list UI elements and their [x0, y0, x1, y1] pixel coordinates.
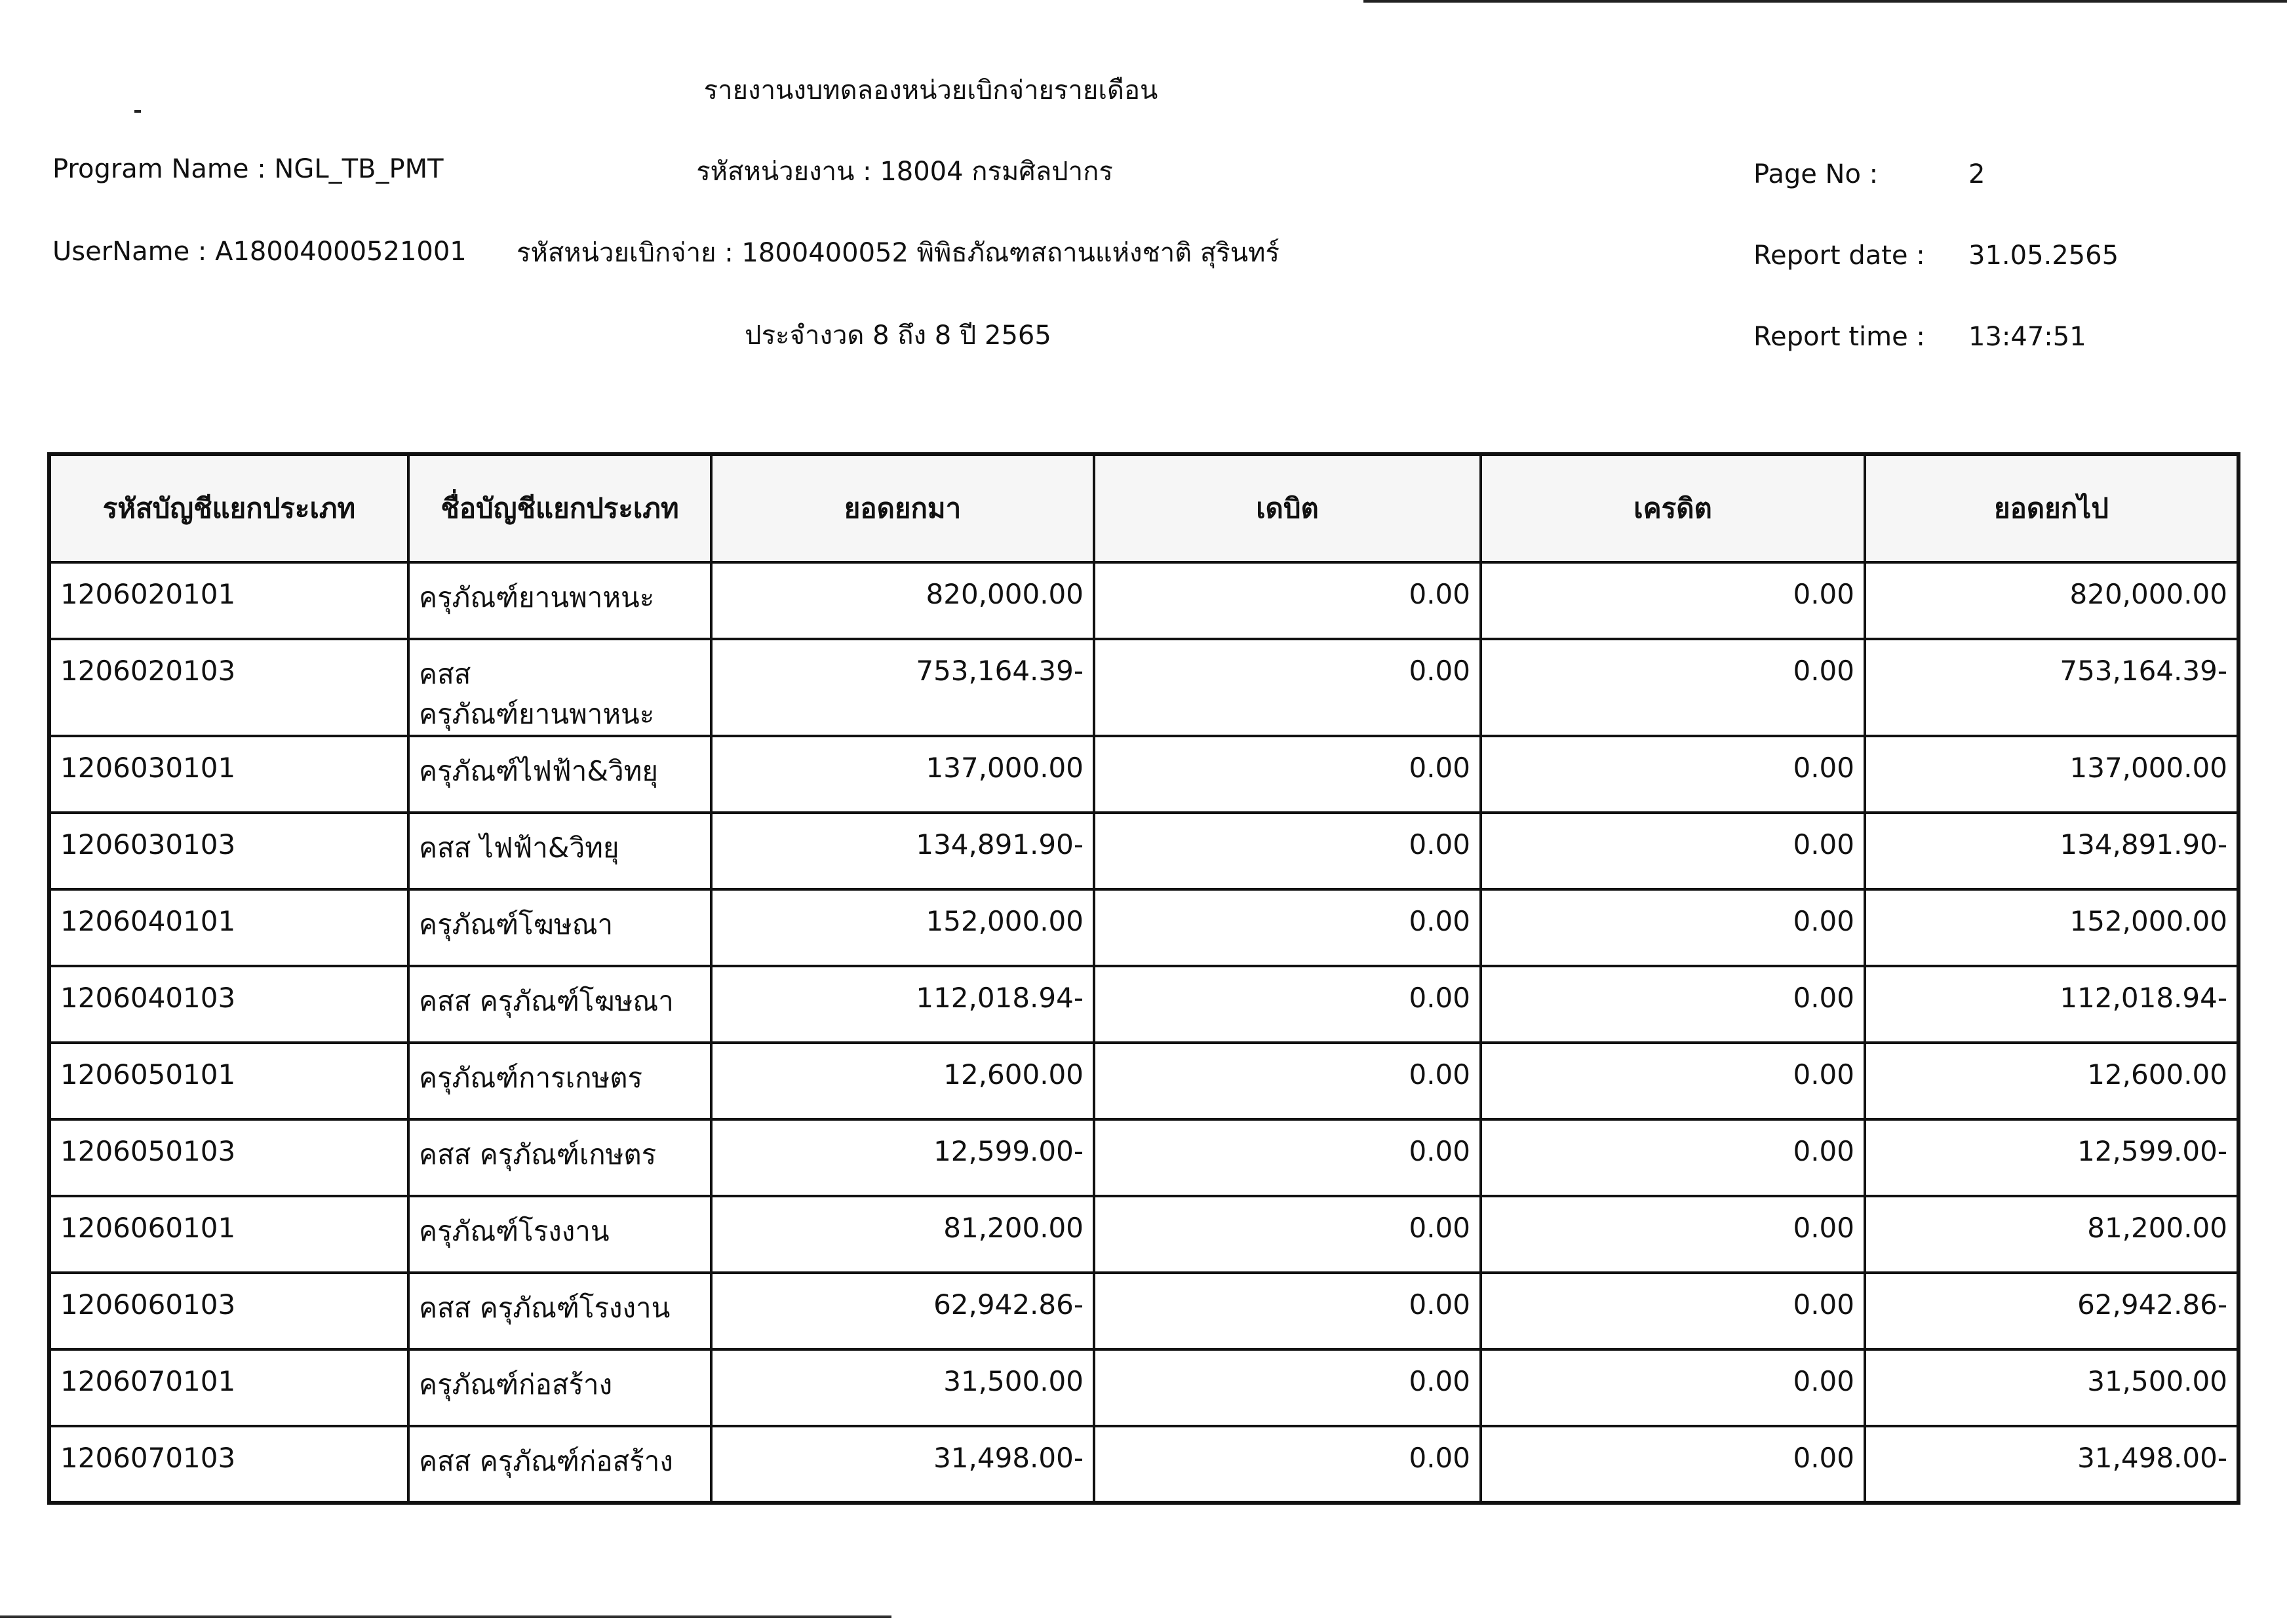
- report-title: รายงานงบทดลองหน่วยเบิกจ่ายรายเดือน: [703, 75, 1158, 106]
- credit: 0.00: [1481, 1349, 1865, 1426]
- credit: 0.00: [1481, 562, 1865, 639]
- page-no-label: Page No :: [1753, 159, 1879, 189]
- account-code: 1206050101: [49, 1043, 408, 1119]
- debit: 0.00: [1094, 813, 1481, 889]
- account-code: 1206060103: [49, 1273, 408, 1349]
- closing-balance: 12,599.00-: [1865, 1119, 2238, 1196]
- page-no-value: 2: [1968, 159, 1985, 189]
- report-time-value: 13:47:51: [1968, 322, 2086, 352]
- opening-balance: 134,891.90-: [711, 813, 1094, 889]
- debit: 0.00: [1094, 1349, 1481, 1426]
- account-name: ครุภัณฑ์โรงงาน: [408, 1196, 711, 1273]
- report-date-label: Report date :: [1753, 241, 1925, 271]
- scan-edge-bottom: [0, 1615, 891, 1618]
- account-name: คสส ครุภัณฑ์เกษตร: [408, 1119, 711, 1196]
- table-row: [49, 813, 2238, 889]
- account-code: 1206030103: [49, 813, 408, 889]
- account-name: คสส ครุภัณฑ์โฆษณา: [408, 966, 711, 1043]
- closing-balance: 820,000.00: [1865, 562, 2238, 639]
- scan-edge-top: [1363, 0, 2287, 3]
- report-time-label: Report time :: [1753, 322, 1925, 352]
- credit: 0.00: [1481, 889, 1865, 966]
- opening-balance: 12,599.00-: [711, 1119, 1094, 1196]
- credit: 0.00: [1481, 639, 1865, 736]
- debit: 0.00: [1094, 1043, 1481, 1119]
- opening-balance: 753,164.39-: [711, 639, 1094, 736]
- closing-balance: 31,498.00-: [1865, 1426, 2238, 1503]
- closing-balance: 137,000.00: [1865, 736, 2238, 813]
- account-code: 1206070103: [49, 1426, 408, 1503]
- account-code: 1206040101: [49, 889, 408, 966]
- table-row: [49, 1426, 2238, 1503]
- opening-balance: 112,018.94-: [711, 966, 1094, 1043]
- col-header-opening-balance: ยอดยกมา: [711, 454, 1094, 562]
- account-name-line2: ครุภัณฑ์ยานพาหนะ: [419, 697, 655, 730]
- col-header-credit: เครดิต: [1481, 454, 1865, 562]
- opening-balance: 152,000.00: [711, 889, 1094, 966]
- closing-balance: 753,164.39-: [1865, 639, 2238, 736]
- account-code: 1206030101: [49, 736, 408, 813]
- credit: 0.00: [1481, 813, 1865, 889]
- credit: 0.00: [1481, 1119, 1865, 1196]
- debit: 0.00: [1094, 562, 1481, 639]
- debit: 0.00: [1094, 1426, 1481, 1503]
- account-name: [408, 639, 711, 736]
- program-name: Program Name : NGL_TB_PMT: [52, 154, 444, 184]
- account-name: คสส ไฟฟ้า&วิทยุ: [408, 813, 711, 889]
- debit: 0.00: [1094, 1119, 1481, 1196]
- debit: 0.00: [1094, 889, 1481, 966]
- debit: 0.00: [1094, 736, 1481, 813]
- opening-balance: 31,498.00-: [711, 1426, 1094, 1503]
- col-header-closing-balance: ยอดยกไป: [1865, 454, 2238, 562]
- account-name: ครุภัณฑ์ไฟฟ้า&วิทยุ: [408, 736, 711, 813]
- opening-balance: 137,000.00: [711, 736, 1094, 813]
- closing-balance: 152,000.00: [1865, 889, 2238, 966]
- account-name: ครุภัณฑ์โฆษณา: [408, 889, 711, 966]
- opening-balance: 81,200.00: [711, 1196, 1094, 1273]
- account-name: ครุภัณฑ์การเกษตร: [408, 1043, 711, 1119]
- opening-balance: 31,500.00: [711, 1349, 1094, 1426]
- table-row: [49, 966, 2238, 1043]
- account-code: 1206050103: [49, 1119, 408, 1196]
- account-name-line1: คสส: [419, 658, 471, 690]
- table-row: [49, 1196, 2238, 1273]
- debit: 0.00: [1094, 1273, 1481, 1349]
- credit: 0.00: [1481, 966, 1865, 1043]
- username: UserName : A18004000521001: [52, 237, 467, 267]
- period-line: ประจำงวด 8 ถึง 8 ปี 2565: [745, 320, 1051, 351]
- account-code: 1206020101: [49, 562, 408, 639]
- table-row: [49, 639, 2238, 736]
- credit: 0.00: [1481, 736, 1865, 813]
- account-name: ครุภัณฑ์ก่อสร้าง: [408, 1349, 711, 1426]
- table-row: [49, 736, 2238, 813]
- table-row: [49, 1119, 2238, 1196]
- account-name: คสส ครุภัณฑ์ก่อสร้าง: [408, 1426, 711, 1503]
- col-header-account-name: ชื่อบัญชีแยกประเภท: [408, 454, 711, 562]
- table-header-row: [49, 454, 2238, 562]
- opening-balance: 820,000.00: [711, 562, 1094, 639]
- closing-balance: 62,942.86-: [1865, 1273, 2238, 1349]
- closing-balance: 31,500.00: [1865, 1349, 2238, 1426]
- credit: 0.00: [1481, 1426, 1865, 1503]
- closing-balance: 134,891.90-: [1865, 813, 2238, 889]
- debit: 0.00: [1094, 966, 1481, 1043]
- trial-balance-table: [47, 452, 2240, 1505]
- report-date-value: 31.05.2565: [1968, 241, 2119, 271]
- scan-mark: [134, 110, 141, 113]
- opening-balance: 62,942.86-: [711, 1273, 1094, 1349]
- table-row: [49, 1043, 2238, 1119]
- account-code: 1206020103: [49, 639, 408, 736]
- closing-balance: 81,200.00: [1865, 1196, 2238, 1273]
- col-header-account-code: รหัสบัญชีแยกประเภท: [49, 454, 408, 562]
- closing-balance: 112,018.94-: [1865, 966, 2238, 1043]
- opening-balance: 12,600.00: [711, 1043, 1094, 1119]
- disbursing-unit-line: รหัสหน่วยเบิกจ่าย : 1800400052 พิพิธภัณฑสถานแห่งชาติ สุรินทร์: [517, 238, 1280, 268]
- account-code: 1206060101: [49, 1196, 408, 1273]
- account-name: คสส ครุภัณฑ์โรงงาน: [408, 1273, 711, 1349]
- closing-balance: 12,600.00: [1865, 1043, 2238, 1119]
- credit: 0.00: [1481, 1196, 1865, 1273]
- account-code: 1206040103: [49, 966, 408, 1043]
- table-row: [49, 889, 2238, 966]
- account-name: ครุภัณฑ์ยานพาหนะ: [408, 562, 711, 639]
- account-code: 1206070101: [49, 1349, 408, 1426]
- debit: 0.00: [1094, 639, 1481, 736]
- table-row: [49, 1273, 2238, 1349]
- debit: 0.00: [1094, 1196, 1481, 1273]
- table-row: [49, 562, 2238, 639]
- agency-line: รหัสหน่วยงาน : 18004 กรมศิลปากร: [696, 157, 1113, 187]
- credit: 0.00: [1481, 1043, 1865, 1119]
- col-header-debit: เดบิต: [1094, 454, 1481, 562]
- table-row: [49, 1349, 2238, 1426]
- credit: 0.00: [1481, 1273, 1865, 1349]
